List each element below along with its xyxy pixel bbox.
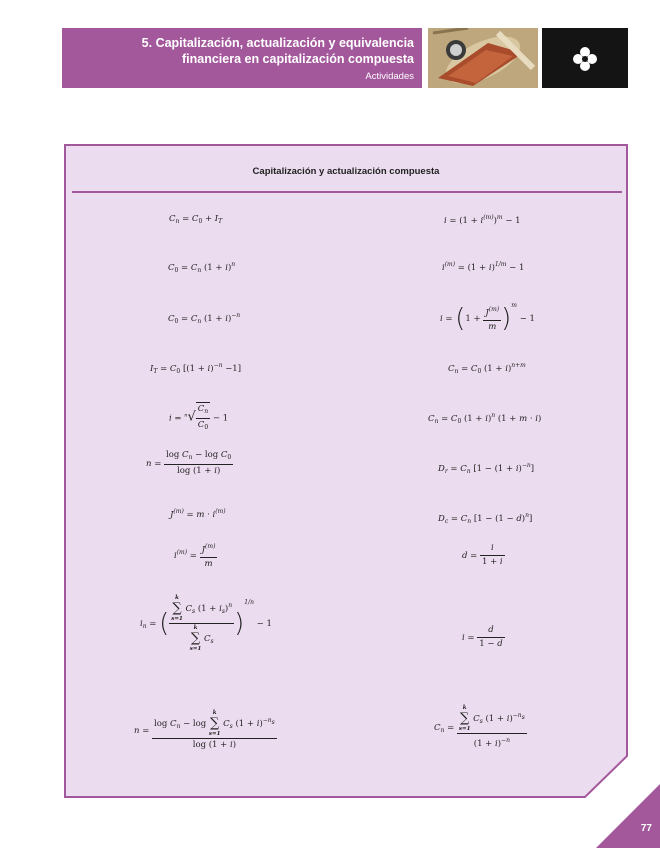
chapter-header [62, 28, 422, 88]
formula-equivalent-rate: $i^{(m)} = (1 + i)^{1/m} - 1$ [442, 261, 525, 273]
formula-total-interest: $I_T = C_0$ $[(1 + i)^{-n} -1]$ [150, 362, 242, 375]
formula-final-capital: $C_n = C_0 + I_T$ [169, 214, 223, 225]
chapter-title-line2: financiera en capitalización compuesta [181, 52, 414, 66]
flower-logo [542, 28, 628, 88]
chapter-title-line1: 5. Capitalización, actualización y equivalencia [141, 36, 414, 50]
formula-present-value: $C_0 = C_n$ $(1 + i)^n$ [168, 261, 236, 274]
formula-period-rate: $i^{(m)}$ = $\frac{J^{(m)}}{m}$ [174, 540, 217, 571]
formula-periods-sum: n = $\log C_n - \log$ k ∑ s=1 $C_s$ $(1 + i)^{-n_s}$ log (1 + i) [134, 710, 275, 750]
page-number: 77 [640, 823, 652, 834]
formula-periods-log: n = $\frac{\log C_n - \log C_0}{\log (1 + i)}$ [146, 450, 232, 476]
header-photo [428, 28, 538, 88]
section-label: Actividades [365, 71, 414, 82]
formula-discount-rate: d = $\frac{i}{1 + i}$ [462, 543, 503, 567]
formula-rate-from-discount: i = $\frac{d}{1 - d}$ [462, 625, 503, 649]
formula-box [64, 144, 628, 798]
formula-equivalent-capital: $C_n$ = k ∑ s=1 $C_s$ $(1 + i)^{-n_s}$ $(1 + i)^{-n}$ [434, 705, 525, 749]
formula-rate-root: i = $^n$√ $\frac{C_n}{C_0}$ − 1 [169, 402, 228, 434]
formula-fractional-capital: $C_n = C_0$ $(1 + i)^{n+m}$ [448, 362, 526, 375]
title-rule [72, 191, 622, 193]
formula-mixed-convention: $C_n = C_0$ $(1 + i)^n$ (1 + m · i) [428, 412, 542, 425]
formula-average-rate: $i_n$ = ( k ∑ s=1 $C_s$ $(1 + i_s)^n$ k ∑ s=1 $C_s$ )$^{1/n}$ − 1 [140, 595, 272, 652]
formula-discount: $C_0 = C_n$ $(1 + i)^{-n}$ [168, 312, 241, 325]
formula-rational-discount: $D_r = C_n$ $[1 - (1 + i)^{-n}]$ [438, 462, 535, 475]
formula-nominal-rate: $J^{(m)} = m \cdot i^{(m)}$ [170, 508, 226, 520]
formula-effective-rate: $i = (1 + i^{(m)})^m - 1$ [444, 214, 521, 226]
formula-commercial-discount: $D_c = C_n$ $[1 - (1 - d)^n]$ [438, 512, 533, 525]
page-corner [596, 780, 660, 848]
formula-effective-from-nominal: i = (1 + $\frac{J^{(m)}}{m}$ )$^m$ − 1 [440, 302, 535, 334]
box-title: Capitalización y actualización compuesta [252, 166, 440, 177]
